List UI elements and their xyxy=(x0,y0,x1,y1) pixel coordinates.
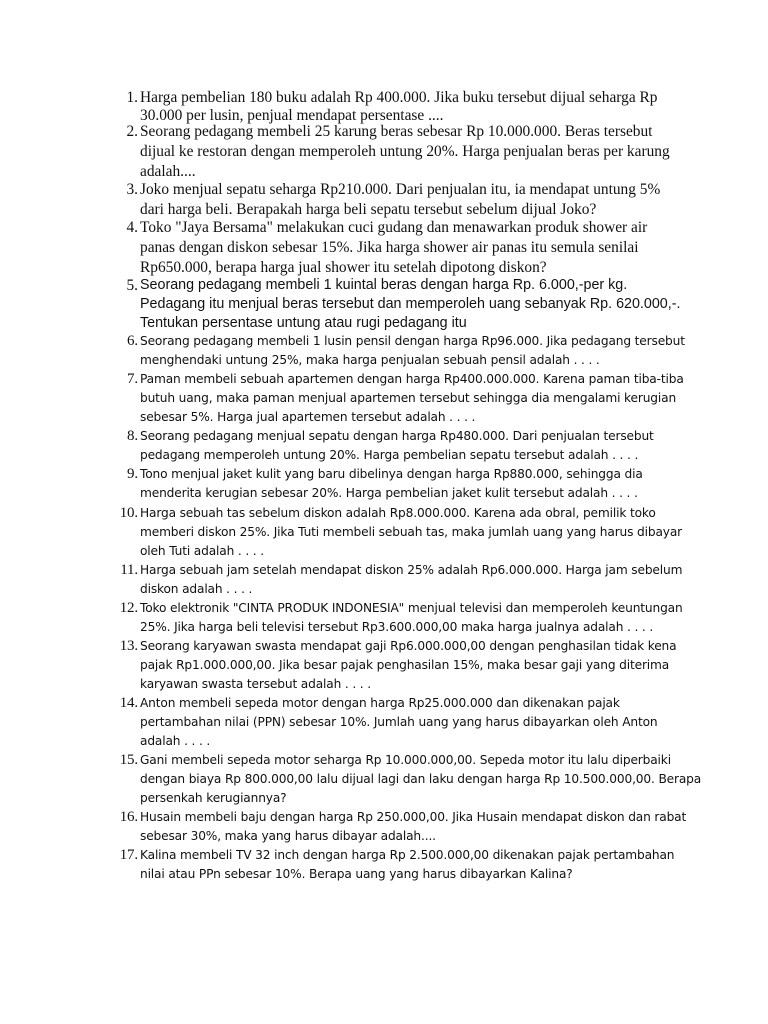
question-line: Rp650.000, berapa harga jual shower itu setelah dipotong diskon? xyxy=(140,259,547,276)
question-line: menderita kerugian sebesar 20%. Harga pembelian jaket kulit tersebut adalah . . . . xyxy=(140,486,638,500)
question-text xyxy=(140,599,684,637)
question-line: Harga pembelian 180 buku adalah Rp 400.000. Jika buku tersebut dijual seharga Rp xyxy=(140,89,658,106)
question-line: 25%. Jika harga beli televisi tersebut Rp3.600.000,00 maka harga jualnya adalah . . . . xyxy=(140,620,654,634)
question-line: panas dengan diskon sebesar 15%. Jika harga shower air panas itu semula senilai xyxy=(140,239,639,256)
question-number: 16. xyxy=(119,809,138,825)
question-line: Husain membeli baju dengan harga Rp 250.000,00. Jika Husain mendapat diskon dan rabat xyxy=(140,810,687,824)
question-line: sebesar 30%, maka yang harus dibayar adalah.... xyxy=(140,829,436,843)
question-number: 14. xyxy=(119,695,138,711)
question-number: 11. xyxy=(120,562,138,578)
question-line: butuh uang, maka paman menjual apartemen tersebut sehingga dia mengalami kerugian xyxy=(140,391,677,405)
question-text xyxy=(140,561,684,599)
question-line: Harga sebuah jam setelah mendapat diskon 25% adalah Rp6.000.000. Harga jam sebelum xyxy=(140,563,683,577)
question-text xyxy=(140,427,684,465)
question-line: sebesar 5%. Harga jual apartemen tersebut adalah . . . . xyxy=(140,410,476,424)
question-text xyxy=(140,370,684,427)
question-line: menghendaki untung 25%, maka harga penjualan sebuah pensil adalah . . . . xyxy=(140,353,600,367)
question-text xyxy=(140,808,687,846)
question-line: dari harga beli. Berapakah harga beli sepatu tersebut sebelum dijual Joko? xyxy=(140,201,597,218)
question-number: 13. xyxy=(119,638,138,654)
question-line: Tono menjual jaket kulit yang baru dibelinya dengan harga Rp880.000, sehingga dia xyxy=(140,467,643,481)
question-line: nilai atau PPn sebesar 10%. Berapa uang yang harus dibayarkan Kalina? xyxy=(140,867,573,881)
question-number: 6. xyxy=(127,333,138,349)
question-line: Seorang pedagang menjual sepatu dengan harga Rp480.000. Dari penjualan tersebut xyxy=(140,429,654,443)
question-line: persenkah kerugiannya? xyxy=(140,791,287,805)
question-number: 9. xyxy=(127,466,138,482)
question-text xyxy=(140,88,684,123)
question-text xyxy=(140,637,684,694)
question-text xyxy=(140,465,684,503)
question-line: Seorang pedagang membeli 1 kuintal beras dengan harga Rp. 6.000,-per kg. xyxy=(140,277,628,293)
question-line: Harga sebuah tas sebelum diskon adalah Rp8.000.000. Karena ada obral, pemilik toko xyxy=(140,506,656,520)
question-line: Anton membeli sepeda motor dengan harga Rp25.000.000 dan dikenakan pajak xyxy=(140,696,620,710)
question-number: 17. xyxy=(119,847,138,863)
question-number: 7. xyxy=(127,371,138,387)
question-number: 12. xyxy=(119,600,138,616)
question-line: Kalina membeli TV 32 inch dengan harga Rp 2.500.000,00 dikenakan pajak pertambahan xyxy=(140,848,675,862)
question-text xyxy=(140,332,684,370)
question-number: 2. xyxy=(126,123,138,140)
question-text xyxy=(140,846,684,884)
question-line: diskon adalah . . . . xyxy=(140,582,253,596)
question-line: memberi diskon 25%. Jika Tuti membeli sebuah tas, maka jumlah uang yang harus dibayar xyxy=(140,525,683,539)
question-number: 5. xyxy=(126,277,138,294)
question-text xyxy=(140,504,684,561)
question-number: 1. xyxy=(126,89,138,106)
question-number: 10. xyxy=(119,505,138,521)
question-line: 30.000 per lusin, penjual mendapat persentase .... xyxy=(140,107,444,124)
question-line: adalah.... xyxy=(140,163,196,180)
question-line: Tentukan persentase untung atau rugi pedagang itu xyxy=(140,315,467,331)
question-text xyxy=(140,694,684,751)
question-number: 8. xyxy=(127,428,138,444)
question-line: Seorang pedagang membeli 25 karung beras sebesar Rp 10.000.000. Beras tersebut xyxy=(140,123,653,140)
question-number: 15. xyxy=(119,752,138,768)
question-text xyxy=(140,218,684,278)
question-line: Paman membeli sebuah apartemen dengan harga Rp400.000.000. Karena paman tiba-tiba xyxy=(140,372,684,386)
question-line: pajak Rp1.000.000,00. Jika besar pajak penghasilan 15%, maka besar gaji yang diterima xyxy=(140,658,670,672)
question-line: dengan biaya Rp 800.000,00 lalu dijual lagi dan laku dengan harga Rp 10.500.000,00. Berapa xyxy=(140,772,702,786)
question-line: Seorang karyawan swasta mendapat gaji Rp6.000.000,00 dengan penghasilan tidak kena xyxy=(140,639,677,653)
question-line: Joko menjual sepatu seharga Rp210.000. Dari penjualan itu, ia mendapat untung 5% xyxy=(140,181,661,198)
question-line: Seorang pedagang membeli 1 lusin pensil dengan harga Rp96.000. Jika pedagang tersebut xyxy=(140,334,685,348)
question-line: oleh Tuti adalah . . . . xyxy=(140,544,264,558)
question-line: pertambahan nilai (PPN) sebesar 10%. Jumlah uang yang harus dibayarkan oleh Anton xyxy=(140,715,658,729)
question-line: karyawan swasta tersebut adalah . . . . xyxy=(140,677,371,691)
question-line: Gani membeli sepeda motor seharga Rp 10.000.000,00. Sepeda motor itu lalu diperbaiki xyxy=(140,753,671,767)
question-text xyxy=(140,276,684,333)
question-text xyxy=(140,180,684,220)
question-number: 3. xyxy=(126,181,138,198)
question-number: 4. xyxy=(126,219,138,236)
question-line: dijual ke restoran dengan memperoleh untung 20%. Harga penjualan beras per karung xyxy=(140,143,670,160)
question-line: Toko "Jaya Bersama" melakukan cuci gudang dan menawarkan produk shower air xyxy=(140,219,648,236)
question-line: Toko elektronik "CINTA PRODUK INDONESIA" menjual televisi dan memperoleh keuntungan xyxy=(140,601,683,615)
question-text xyxy=(140,751,702,808)
question-line: adalah . . . . xyxy=(140,734,211,748)
question-line: pedagang memperoleh untung 20%. Harga pembelian sepatu tersebut adalah . . . . xyxy=(140,448,639,462)
question-text xyxy=(140,122,684,182)
question-line: Pedagang itu menjual beras tersebut dan memperoleh uang sebanyak Rp. 620.000,-. xyxy=(140,296,681,312)
